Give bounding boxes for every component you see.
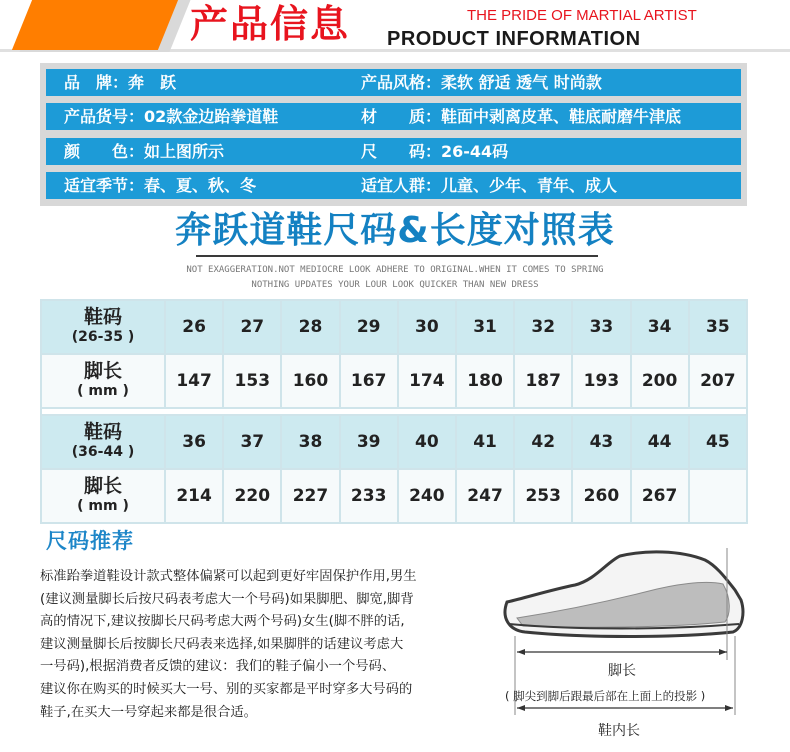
size-cell: 31 bbox=[457, 301, 513, 353]
row-header bbox=[42, 355, 164, 407]
arrow-head-right bbox=[719, 649, 727, 655]
length-cell: 227 bbox=[282, 470, 338, 522]
tagline-line-1: NOT EXAGGERATION.NOT MEDIOCRE LOOK ADHERE TO ORIGINAL.WHEN IT COMES TO SPRING bbox=[186, 265, 604, 275]
recommendation-line: 一号码),根据消费者反馈的建议：我们的鞋子偏小一个号码、 bbox=[40, 659, 396, 675]
tagline-line-2: NOTHING UPDATES YOUR LOUR LOOK QUICKER THAN NEW DRESS bbox=[251, 280, 539, 290]
table-spacer bbox=[42, 409, 746, 414]
table-row-sizes bbox=[42, 416, 746, 468]
title-underline bbox=[196, 255, 598, 257]
foot-length-label: 脚长 bbox=[608, 663, 636, 679]
table-row-sizes bbox=[42, 301, 746, 353]
info-model: 产品货号：02款金边跆拳道鞋 bbox=[64, 107, 279, 126]
recommendation-line: 标准跆拳道鞋设计款式整体偏紧可以起到更好牢固保护作用,男生 bbox=[40, 569, 417, 584]
length-cell: 253 bbox=[515, 470, 571, 522]
size-cell: 40 bbox=[399, 416, 455, 468]
length-cell: 200 bbox=[632, 355, 688, 407]
size-cell: 35 bbox=[690, 301, 746, 353]
length-cell: 187 bbox=[515, 355, 571, 407]
size-cell: 28 bbox=[282, 301, 338, 353]
info-row bbox=[46, 103, 741, 130]
size-cell: 42 bbox=[515, 416, 571, 468]
info-brand: 品 牌：奔 跃 bbox=[64, 73, 177, 92]
size-cell: 45 bbox=[690, 416, 746, 468]
info-row bbox=[46, 69, 741, 96]
length-cell: 220 bbox=[224, 470, 280, 522]
size-cell: 29 bbox=[341, 301, 397, 353]
size-cell: 26 bbox=[166, 301, 222, 353]
size-cell: 37 bbox=[224, 416, 280, 468]
row-header bbox=[42, 416, 164, 468]
recommendation-line: 鞋子,在买大一号穿起来都是很合适。 bbox=[40, 704, 257, 720]
length-cell: 174 bbox=[399, 355, 455, 407]
recommendation-line: 建议测量脚长后按脚长尺码表来选择,如果脚胖的话建议考虑大 bbox=[40, 636, 404, 652]
size-cell: 43 bbox=[573, 416, 629, 468]
length-cell: 240 bbox=[399, 470, 455, 522]
inner-length-label: 鞋内长 bbox=[598, 723, 640, 739]
size-cell: 27 bbox=[224, 301, 280, 353]
recommendation-line: 高的情况下,建议按脚长尺码考虑大两个号码)女生(脚不胖的话, bbox=[40, 614, 405, 630]
arrow-head-right bbox=[725, 705, 733, 711]
recommendation-line: 建议你在购买的时候买大一号、别的买家都是平时穿多大号码的 bbox=[40, 681, 413, 697]
length-unit: ( mm ) bbox=[77, 498, 129, 514]
table-row-lengths bbox=[42, 355, 746, 407]
info-size: 尺 码：26-44码 bbox=[361, 142, 509, 161]
row-header bbox=[42, 470, 164, 522]
size-cell: 32 bbox=[515, 301, 571, 353]
length-cell: 267 bbox=[632, 470, 688, 522]
length-cell: 260 bbox=[573, 470, 629, 522]
length-cell bbox=[690, 470, 746, 522]
table-row-lengths bbox=[42, 470, 746, 522]
size-label: 鞋码 bbox=[83, 306, 122, 328]
header-orange-tab bbox=[12, 0, 178, 50]
info-material: 材 质：鞋面中剥离皮革、鞋底耐磨牛津底 bbox=[361, 107, 682, 126]
length-cell: 167 bbox=[341, 355, 397, 407]
length-cell: 160 bbox=[282, 355, 338, 407]
size-cell: 30 bbox=[399, 301, 455, 353]
length-label: 脚长 bbox=[83, 360, 122, 382]
length-cell: 193 bbox=[573, 355, 629, 407]
size-cell: 44 bbox=[632, 416, 688, 468]
info-color: 颜 色：如上图所示 bbox=[64, 142, 225, 161]
header-subtitle-top: THE PRIDE OF MARTIAL ARTIST bbox=[467, 7, 697, 24]
length-cell: 153 bbox=[224, 355, 280, 407]
size-cell: 36 bbox=[166, 416, 222, 468]
header-title: 产品信息 bbox=[190, 2, 351, 46]
arrow-head-left bbox=[517, 705, 525, 711]
info-style: 产品风格：柔软 舒适 透气 时尚款 bbox=[361, 73, 602, 92]
recommendation-title: 尺码推荐 bbox=[46, 529, 134, 553]
row-header bbox=[42, 301, 164, 353]
size-range: (26-35 ) bbox=[71, 329, 135, 345]
header-subtitle-bottom: PRODUCT INFORMATION bbox=[387, 28, 641, 50]
recommendation-text bbox=[40, 566, 500, 724]
length-cell: 214 bbox=[166, 470, 222, 522]
size-cell: 38 bbox=[282, 416, 338, 468]
info-audience: 适宜人群：儿童、少年、青年、成人 bbox=[361, 176, 618, 195]
product-info-panel bbox=[40, 63, 747, 206]
size-chart-title: 奔跃道鞋尺码&长度对照表 bbox=[175, 210, 615, 251]
spacer-cell bbox=[42, 409, 746, 414]
length-cell: 207 bbox=[690, 355, 746, 407]
shoe-measurement-diagram bbox=[495, 540, 765, 752]
length-cell: 180 bbox=[457, 355, 513, 407]
info-row bbox=[46, 138, 741, 165]
length-label: 脚长 bbox=[83, 475, 122, 497]
size-cell: 39 bbox=[341, 416, 397, 468]
info-row bbox=[46, 172, 741, 199]
foot-length-note: ( 脚尖到脚后跟最后部在上面上的投影 ) bbox=[505, 689, 706, 703]
recommendation-line: (建议测量脚长后按尺码表考虑大一个号码)如果脚肥、脚宽,脚背 bbox=[40, 591, 414, 607]
length-cell: 233 bbox=[341, 470, 397, 522]
arrow-head-left bbox=[517, 649, 525, 655]
size-cell: 41 bbox=[457, 416, 513, 468]
size-cell: 34 bbox=[632, 301, 688, 353]
size-table bbox=[40, 299, 748, 524]
size-cell: 33 bbox=[573, 301, 629, 353]
size-range: (36-44 ) bbox=[71, 444, 135, 460]
size-label: 鞋码 bbox=[83, 421, 122, 443]
length-cell: 147 bbox=[166, 355, 222, 407]
length-unit: ( mm ) bbox=[77, 383, 129, 399]
length-cell: 247 bbox=[457, 470, 513, 522]
info-season: 适宜季节：春、夏、秋、冬 bbox=[64, 176, 257, 195]
